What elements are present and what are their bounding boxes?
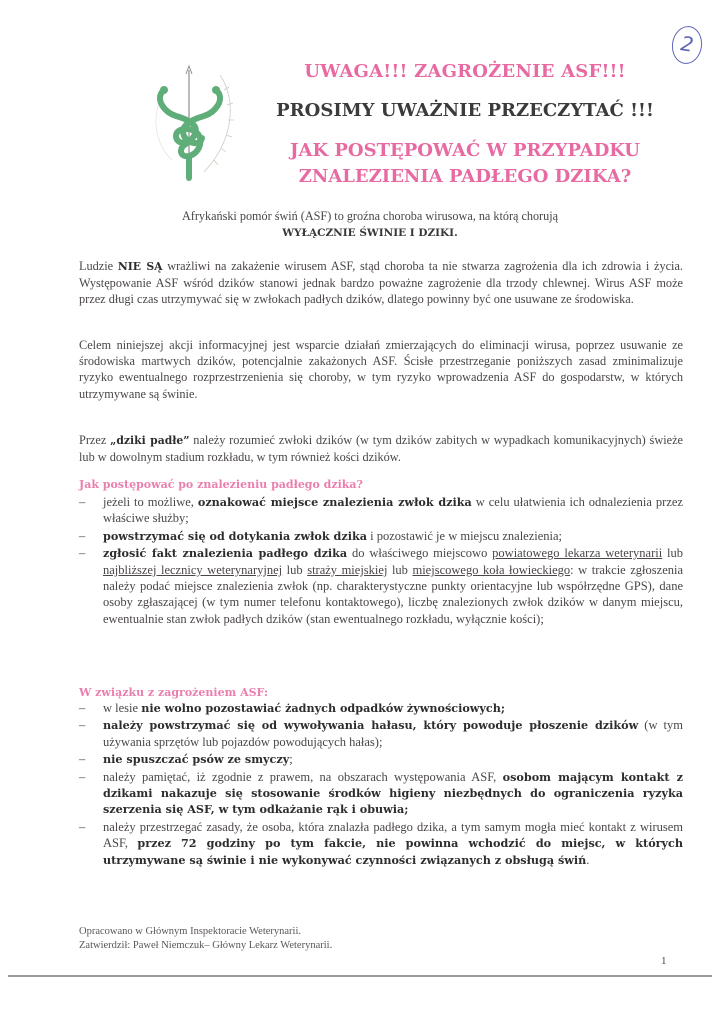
footer-divider (8, 975, 712, 977)
item-text: do właściwego miejscowo (347, 546, 493, 561)
footer-approved-by: Zatwierdził: Paweł Niemczuk– Główny Lekarz Weterynarii. (79, 940, 333, 951)
item-text: lub (282, 562, 308, 577)
item-text: jeżeli to możliwe, (103, 495, 198, 509)
paragraph-text: wrażliwi na zakażenie wirusem ASF, stąd choroba ta nie stwarza zagrożenia dla ich zdrowia i życia. Występowanie ASF wśród dzików stanowi jednak bardzo poważne zagrożenie dla trzody chlewnej. Wirus ASF może przez długi czas utrzymywać się w zwłokach padłych dzików, dlatego powinny być one usuwane ze środowiska. (79, 259, 684, 307)
list-item (79, 545, 683, 627)
paragraph-emphasis: „dziki padłe” (110, 434, 190, 447)
item-emphasis: zgłosić fakt znalezienia padłego dzika (103, 546, 348, 561)
item-text: (w tym używania sprzętów lub pojazdów powodujących hałas); (103, 718, 683, 749)
intro-line2: WYŁĄCZNIE ŚWINIE I DZIKI. (282, 227, 458, 239)
page-number: 1 (661, 955, 667, 967)
veterinary-caduceus-logo-icon (142, 60, 242, 190)
item-emphasis: osobom mającym kontakt z dzikami nakazuje się stosowanie środków higieny niezbędnych do ograniczenia ryzyka szerzenia się ASF, w tym odkażanie rąk i obuwia; (103, 769, 683, 817)
item-text: ; (289, 752, 293, 767)
section-title-asf-threat: W związku z zagrożeniem ASF: (79, 686, 269, 699)
question-heading-line1: JAK POSTĘPOWAĆ W PRZYPADKU (289, 140, 641, 161)
item-text: lub (387, 562, 413, 577)
item-text: w lesie (103, 701, 142, 715)
list-item (79, 717, 683, 750)
paragraph-human-safety (79, 258, 683, 308)
item-emphasis: powstrzymać się od dotykania zwłok dzika (103, 528, 367, 543)
item-text: i pozostawić je w miejscu znalezienia; (366, 528, 563, 543)
question-heading (250, 138, 680, 190)
dash-bullet: – (79, 701, 86, 715)
dash-bullet: – (79, 752, 86, 767)
question-heading-line2: ZNALEZIENIA PADŁEGO DZIKA? (298, 166, 632, 187)
item-text: : w trakcie zgłoszenia należy podać miejsce znalezienia zwłok (np. charakterystyczne punkty orientacyjne lub współrzędne GPS), dane osoby zgłaszającej (w tym numer telefonu kontaktowego), liczbę znalezionych zwłok dzików w danym miejscu, ewentualnie stan zwłok padłych dzików (stan ewentualnego rozkładu, wyłącznie kości); (103, 562, 684, 626)
item-emphasis: oznakować miejsce znalezienia zwłok dzika (197, 495, 472, 509)
paragraph-text: należy rozumieć zwłoki dzików (w tym dzików zabitych w wypadkach komunikacyjnych) świeże lub w dowolnym stadium rozkładu, w tym również kości dzików. (79, 433, 683, 465)
underlined-authority: powiatowego lekarza weterynarii (492, 546, 663, 561)
list-item (79, 528, 683, 544)
list-item (79, 700, 683, 716)
paragraph-campaign-goal: Celem niniejszej akcji informacyjnej jest wsparcie działań zmierzających do eliminacji wirusa, poprzez usuwanie ze środowiska martwych dzików, potencjalnie zakażonych ASF. Ścisłe przestrzeganie poniższych zasad zminimalizuje ryzyko ewentualnego rozprzestrzenienia się choroby, w tym ryzyko wprowadzenia ASF do gospodarstw, w których utrzymywane są świnie. (79, 338, 683, 401)
list-item (79, 751, 683, 767)
intro-line1: Afrykański pomór świń (ASF) to groźna choroba wirusowa, na którą chorują (181, 209, 559, 223)
footer-credits (79, 925, 332, 953)
item-text: w celu ułatwienia ich odnalezienia przez właściwe służby; (103, 495, 683, 526)
list-item (79, 819, 683, 868)
dash-bullet: – (79, 769, 86, 784)
paragraph-text: Ludzie (79, 259, 118, 273)
item-emphasis: należy powstrzymać się od wywoływania hałasu, który powoduje płoszenie dzików (103, 718, 639, 733)
please-read-heading: PROSIMY UWAŻNIE PRZECZYTAĆ !!! (276, 100, 654, 121)
dash-bullet: – (79, 528, 86, 543)
footer-prepared-by: Opracowano w Głównym Inspektoracie Weterynarii. (79, 926, 302, 937)
underlined-authority: straży miejskiej (307, 562, 388, 577)
intro-statement (60, 208, 680, 241)
list-item (79, 769, 683, 818)
item-text: należy pamiętać, iż zgodnie z prawem, na obszarach występowania ASF, (103, 769, 503, 784)
item-emphasis: przez 72 godziny po tym fakcie, nie powinna wchodzić do miejsc, w których utrzymywane są świnie i nie wykonywać czynności związanych z obsługą świń (103, 836, 683, 867)
section-title-procedure: Jak postępować po znalezieniu padłego dzika? (79, 478, 363, 491)
paragraph-text: Przez (79, 433, 111, 447)
item-text: lub (662, 546, 683, 561)
item-text: . (586, 852, 590, 867)
handwritten-page-mark: 2 (670, 24, 705, 66)
asf-rules-list (79, 700, 683, 869)
procedure-list (79, 494, 683, 628)
paragraph-definition (79, 432, 683, 465)
dash-bullet: – (79, 546, 86, 561)
dash-bullet: – (79, 718, 86, 733)
item-emphasis: nie wolno pozostawiać żadnych odpadków żywnościowych; (141, 701, 505, 715)
dash-bullet: – (79, 495, 86, 509)
item-text: należy przestrzegać zasady, że osoba, która znalazła padłego dzika, a tym samym mogła mieć kontakt z wirusem ASF, (103, 819, 683, 851)
underlined-authority: miejscowego koła łowieckiego (412, 562, 571, 577)
warning-heading: UWAGA!!! ZAGROŻENIE ASF!!! (304, 61, 626, 82)
list-item (79, 494, 683, 527)
dash-bullet: – (79, 819, 86, 834)
item-emphasis: nie spuszczać psów ze smyczy (103, 752, 290, 767)
paragraph-emphasis: NIE SĄ (117, 260, 163, 273)
underlined-authority: najbliższej lecznicy weterynaryjnej (103, 562, 283, 577)
